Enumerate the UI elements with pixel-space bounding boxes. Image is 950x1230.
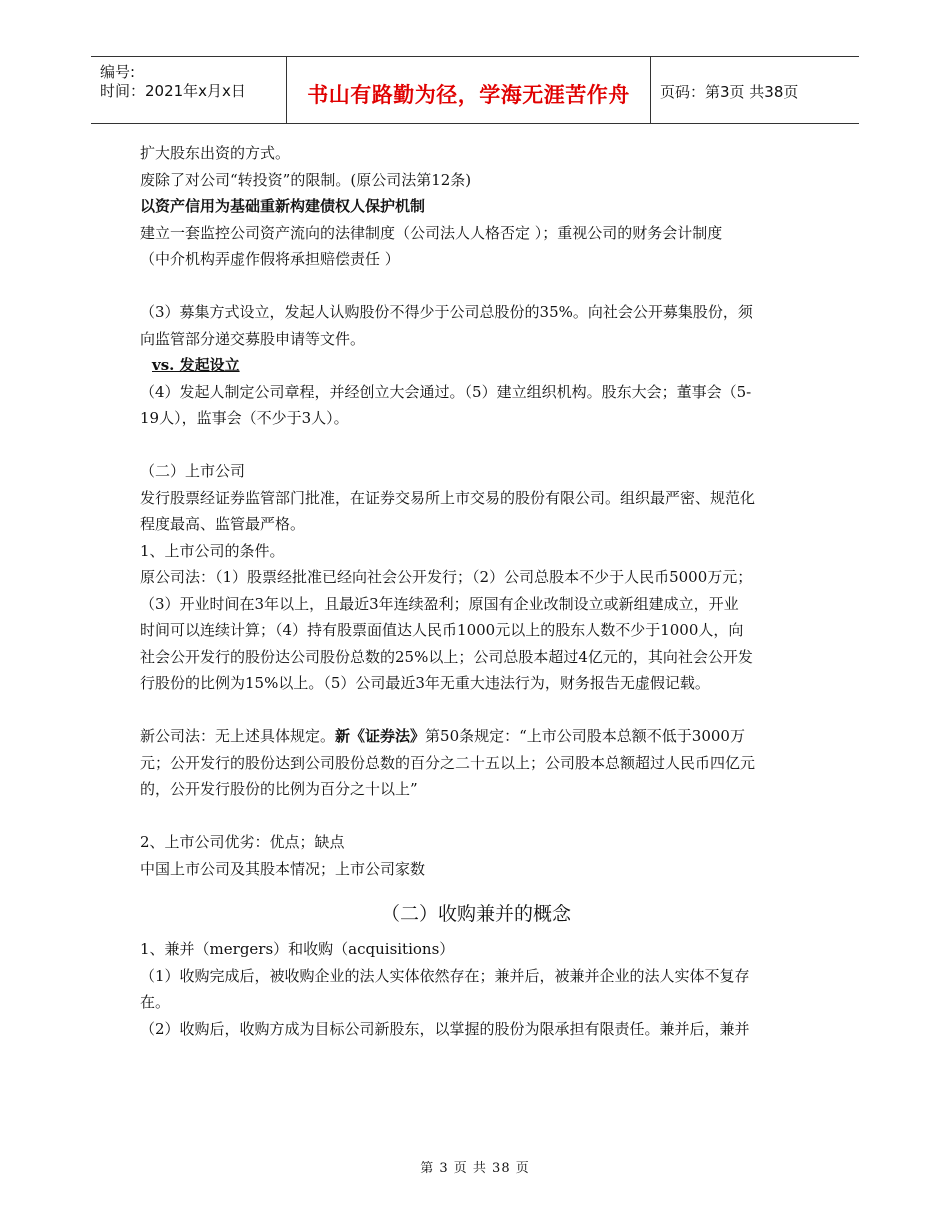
paragraph-line: 2、上市公司优劣：优点；缺点	[140, 833, 345, 851]
header-motto: 书山有路勤为径，学海无涯苦作舟	[307, 83, 630, 107]
page-footer: 第 3 页 共 38 页	[420, 1161, 530, 1176]
paragraph-line: 社会公开发行的股份达公司股份总数的25%以上；公司总股本超过4亿元的，其向社会公开发	[140, 647, 753, 666]
paragraph-line: 行股份的比例为15%以上。（5）公司最近3年无重大违法行为，财务报告无虚假记载。	[140, 674, 710, 692]
document-number-label: 编号:	[100, 63, 136, 81]
text-run: 第50条规定：“上市公司股本总额不低于3000万	[425, 727, 745, 745]
paragraph-line: （1）收购完成后，被收购企业的法人实体依然存在；兼并后，被兼并企业的法人实体不复存	[140, 966, 750, 985]
paragraph-line: 的，公开发行股份的比例为百分之十以上”	[140, 780, 418, 798]
bold-law-name: 新《证券法》	[335, 727, 426, 745]
paragraph-line: 原公司法：（1）股票经批准已经向社会公开发行；（2）公司总股本不少于人民币5000万元；	[140, 568, 753, 586]
vs-heading-line	[140, 352, 812, 379]
vs-heading: vs. 发起设立	[152, 356, 240, 374]
paragraph-line	[140, 723, 812, 750]
document-time-label: 时间：2021年x月x日	[100, 82, 246, 100]
paragraph-line: 发行股票经证券监管部门批准，在证券交易所上市交易的股份有限公司。组织最严密、规范化	[140, 488, 756, 507]
spacer	[140, 882, 812, 890]
paragraph-line: 1、兼并（mergers）和收购（acquisitions）	[140, 940, 455, 958]
blank-line	[140, 273, 812, 300]
paragraph-line: 19人），监事会（不少于3人）。	[140, 409, 349, 427]
header-page-cell	[650, 57, 859, 123]
paragraph-line: （3）开业时间在3年以上，且最近3年连续盈利；原国有企业改制设立或新组建成立，开业	[140, 594, 739, 613]
paragraph-line: （2）收购后，收购方成为目标公司新股东，以掌握的股份为限承担有限责任。兼并后，兼并	[140, 1019, 750, 1038]
section-title: （二）收购兼并的概念	[380, 903, 571, 925]
subsection-heading: （二）上市公司	[140, 462, 246, 480]
paragraph-line: （3）募集方式设立，发起人认购股份不得少于公司总股份的35%。向社会公开募集股份，须	[140, 303, 753, 321]
blank-line	[140, 697, 812, 724]
page-header	[91, 56, 859, 124]
paragraph-line: 程度最高、监管最严格。	[140, 515, 306, 533]
header-left-cell	[91, 57, 286, 123]
blank-line	[140, 803, 812, 830]
bold-heading-line: 以资产信用为基础重新构建债权人保护机制	[140, 197, 426, 215]
document-body	[140, 140, 812, 1042]
blank-line	[140, 432, 812, 459]
paragraph-line: 向监管部分递交募股申请等文件。	[140, 329, 366, 348]
paragraph-line: （4）发起人制定公司章程，并经创立大会通过。（5）建立组织机构。股东大会；董事会（5-	[140, 382, 752, 401]
paragraph-line: 废除了对公司“转投资”的限制。(原公司法第12条)	[140, 170, 472, 189]
header-motto-cell	[286, 57, 651, 123]
paragraph-line: （中介机构弄虚作假将承担赔偿责任 ）	[140, 250, 400, 268]
paragraph-line: 在。	[140, 993, 171, 1011]
paragraph-line: 1、上市公司的条件。	[140, 541, 285, 560]
paragraph-line: 建立一套监控公司资产流向的法律制度（公司法人人格否定 ）；重视公司的财务会计制度	[140, 223, 723, 242]
header-page-info: 页码：第3页 共38页	[660, 83, 799, 101]
text-run: 新公司法：无上述具体规定。	[140, 727, 336, 745]
paragraph-line: 时间可以连续计算；（4）持有股票面值达人民币1000元以上的股东人数不少于1000人，向	[140, 621, 744, 639]
paragraph-line: 扩大股东出资的方式。	[140, 144, 291, 162]
paragraph-line: 元；公开发行的股份达到公司股份总数的百分之二十五以上；公司股本总额超过人民币四亿元	[140, 753, 756, 772]
paragraph-line: 中国上市公司及其股本情况；上市公司家数	[140, 859, 426, 878]
